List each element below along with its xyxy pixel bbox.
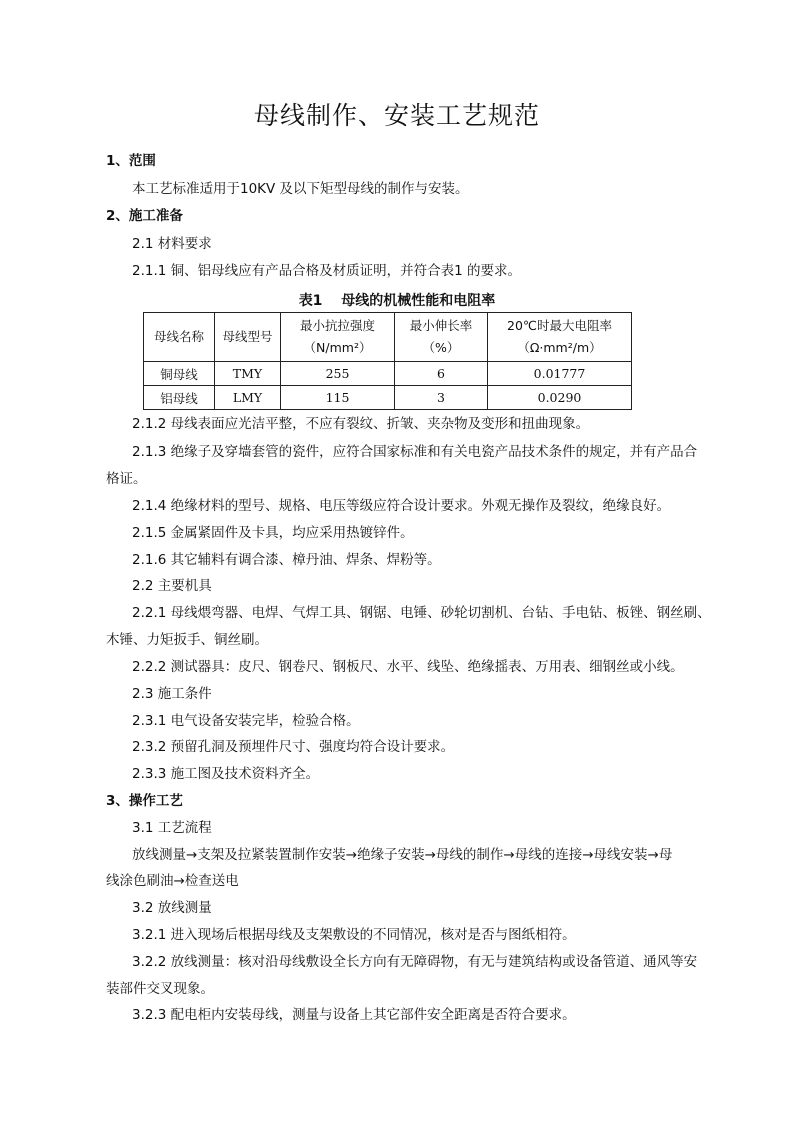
- table-header-row: [144, 313, 632, 362]
- para-2-3: 2.3 施工条件: [132, 686, 212, 702]
- table-cell: 3: [395, 386, 488, 410]
- table-cell: 铜母线: [144, 362, 215, 386]
- para-2-3-1: 2.3.1 电气设备安装完毕，检验合格。: [132, 713, 360, 729]
- table-row: [144, 362, 632, 386]
- para-3-1: 3.1 工艺流程: [132, 820, 212, 836]
- para-2-1-6: 2.1.6 其它辅料有调合漆、樟丹油、焊条、焊粉等。: [132, 552, 441, 568]
- section-3-heading: 3、操作工艺: [106, 793, 183, 809]
- header-cell: 母线型号: [215, 313, 281, 362]
- para-3-2-3: 3.2.3 配电柜内安装母线，测量与设备上其它部件安全距离是否符合要求。: [132, 1007, 576, 1023]
- para-2-3-3: 2.3.3 施工图及技术资料齐全。: [132, 766, 320, 782]
- process-flow: 放线测量→支架及拉紧装置制作安装→绝缘子安装→母线的制作→母线的连接→母线安装→母: [132, 847, 673, 863]
- table-cell: LMY: [215, 386, 281, 410]
- table-caption: 表1 母线的机械性能和电阻率: [298, 293, 496, 309]
- section-2-heading: 2、施工准备: [106, 208, 183, 224]
- table-cell: 115: [281, 386, 395, 410]
- para-2-2: 2.2 主要机具: [132, 578, 212, 594]
- para-2-2-1-cont: 木锤、力矩扳手、铜丝刷。: [106, 632, 268, 648]
- header-cell: 最小抗拉强度 （N/mm²）: [281, 313, 395, 362]
- para-2-1: 2.1 材料要求: [132, 236, 212, 252]
- para-2-1-2: 2.1.2 母线表面应光洁平整，不应有裂纹、折皱、夹杂物及变形和扭曲现象。: [132, 416, 590, 432]
- section-1-text: 本工艺标准适用于10KV 及以下矩型母线的制作与安装。: [132, 181, 469, 197]
- mechanical-properties-table: [143, 312, 632, 410]
- table-cell: 0.0290: [488, 386, 632, 410]
- para-3-2-2: 3.2.2 放线测量：核对沿母线敷设全长方向有无障碍物，有无与建筑结构或设备管道、通风等安: [132, 954, 698, 970]
- para-2-1-3-cont: 格证。: [106, 471, 147, 487]
- para-2-2-2: 2.2.2 测试器具：皮尺、钢卷尺、钢板尺、水平、线坠、绝缘摇表、万用表、细钢丝或小线。: [132, 659, 684, 675]
- para-2-3-2: 2.3.2 预留孔洞及预埋件尺寸、强度均符合设计要求。: [132, 739, 455, 755]
- table-cell: TMY: [215, 362, 281, 386]
- para-2-1-1: 2.1.1 铜、铝母线应有产品合格及材质证明，并符合表1 的要求。: [132, 263, 522, 279]
- section-1-heading: 1、范围: [106, 153, 156, 169]
- table-cell: 255: [281, 362, 395, 386]
- process-flow-cont: 线涂色刷油→检查送电: [106, 873, 239, 889]
- header-cell: 母线名称: [144, 313, 215, 362]
- para-2-2-1: 2.2.1 母线煨弯器、电焊、气焊工具、钢锯、电锤、砂轮切割机、台钻、手电钻、板锉、钢丝刷、: [132, 605, 711, 621]
- para-3-2-1: 3.2.1 进入现场后根据母线及支架敷设的不同情况，核对是否与图纸相符。: [132, 927, 576, 943]
- para-3-2-2-cont: 装部件交叉现象。: [106, 981, 214, 997]
- para-3-2: 3.2 放线测量: [132, 900, 212, 916]
- page-title: 母线制作、安装工艺规范: [253, 101, 540, 130]
- para-2-1-4: 2.1.4 绝缘材料的型号、规格、电压等级应符合设计要求。外观无操作及裂纹，绝缘良好。: [132, 498, 671, 514]
- table-cell: 0.01777: [488, 362, 632, 386]
- header-cell: 最小伸长率 （%）: [395, 313, 488, 362]
- para-2-1-3: 2.1.3 绝缘子及穿墙套管的瓷件，应符合国家标准和有关电瓷产品技术条件的规定，并有产品合: [132, 444, 698, 460]
- table-cell: 6: [395, 362, 488, 386]
- table-row: [144, 386, 632, 410]
- table-cell: 铝母线: [144, 386, 215, 410]
- para-2-1-5: 2.1.5 金属紧固件及卡具，均应采用热镀锌件。: [132, 525, 414, 541]
- header-cell: 20℃时最大电阻率 （Ω·mm²/m）: [488, 313, 632, 362]
